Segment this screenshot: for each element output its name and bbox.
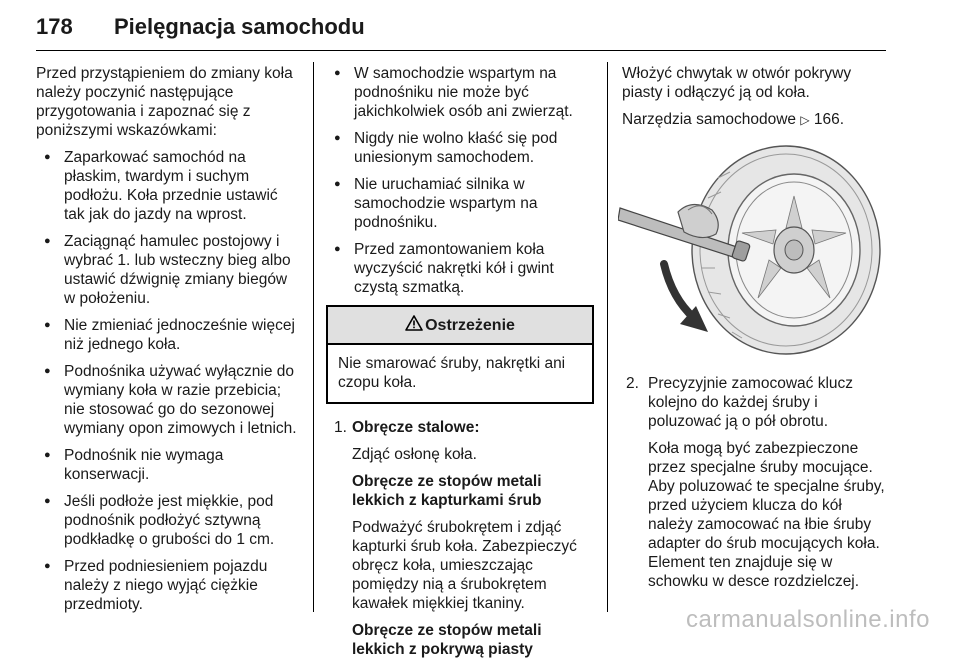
list-item: ● Przed zamontowaniem koła wyczyścić nakrętki kół i gwint czystą szmatką. xyxy=(326,240,596,297)
list-item: ● Nie zmieniać jednocześnie więcej niż jednego koła. xyxy=(36,316,301,354)
intro-paragraph: Przed przystąpieniem do zmiany koła należy poczynić następujące przygotowania i zapoznać się z poniższymi wskazówkami: xyxy=(36,65,293,139)
subheading-alloy-hub: Obręcze ze stopów metali lekkich z pokrywą piasty xyxy=(352,622,542,658)
list-item: ● Zaciągnąć hamulec postojowy i wybrać 1. lub wsteczny bieg albo ustawić dźwignię zmiany biegów w położeniu. xyxy=(36,232,301,308)
list-item: ● Zaparkować samochód na płaskim, twardym i suchym podłożu. Koła przednie ustawić tak jak do jazdy na wprost. xyxy=(36,148,301,224)
column-middle xyxy=(326,64,596,667)
list-item: ● Podnośnik nie wymaga konserwacji. xyxy=(36,446,301,484)
preparation-list xyxy=(36,148,301,614)
step-2 xyxy=(622,374,890,591)
step-number: 2. xyxy=(626,375,639,392)
page-reference-arrow-icon[interactable]: ▷ xyxy=(800,113,810,127)
paragraph-hub: Włożyć chwytak w otwór pokrywy piasty i odłączyć ją od koła. xyxy=(622,65,852,101)
column-right xyxy=(622,64,890,599)
list-item: ● Podnośnika używać wyłącznie do wymiany koła w razie przebicia; nie stosować go do sezonowej wymiany opon zimowych i letnich. xyxy=(36,362,301,438)
step-1 xyxy=(326,418,596,659)
list-item: ● Nie uruchamiać silnika w samochodzie wspartym na podnośniku. xyxy=(326,175,596,232)
warning-triangle-icon xyxy=(405,315,423,336)
list-item: ● Nigdy nie wolno kłaść się pod uniesionym samochodem. xyxy=(326,129,596,167)
warning-box xyxy=(326,305,594,404)
step-number: 1. xyxy=(334,419,347,436)
list-item: ● Przed podniesieniem pojazdu należy z niego wyjąć ciężkie przedmioty. xyxy=(36,557,301,614)
subheading-alloy-caps: Obręcze ze stopów metali lekkich z kapturkami śrub xyxy=(352,473,542,509)
column-divider xyxy=(313,62,314,612)
subheading-steel: Obręcze stalowe: xyxy=(352,419,480,436)
tools-reference-page[interactable]: 166. xyxy=(813,111,845,128)
warning-header xyxy=(328,307,592,345)
page-title: Pielęgnacja samochodu xyxy=(114,14,365,39)
list-item: ● W samochodzie wspartym na podnośniku nie może być jakichkolwiek osób ani zwierząt. xyxy=(326,64,596,121)
tools-reference xyxy=(622,110,890,130)
wheel-wrench-illustration xyxy=(618,138,884,356)
warning-title: Ostrzeżenie xyxy=(425,316,515,334)
column-left xyxy=(36,64,301,622)
paragraph-step-2: Precyzyjnie zamocować klucz kolejno do każdej śruby i poluzować ją o pół obrotu. xyxy=(648,375,854,430)
paragraph-special-bolts: Koła mogą być zabezpieczone przez specjalne śruby mocujące. Aby poluzować te specjalne śruby, przed użyciem klucza do kół należy zamocować na łbie śruby adapter do śrub mocujących koła. Element ten znajduje się w schowku w desce rozdzielczej. xyxy=(648,440,885,590)
page-number: 178 xyxy=(36,14,73,39)
watermark: carmanualsonline.info xyxy=(686,606,930,633)
warning-text: Nie smarować śruby, nakrętki ani czopu koła. xyxy=(338,355,566,391)
safety-list xyxy=(326,64,596,297)
paragraph-steel: Zdjąć osłonę koła. xyxy=(352,446,477,463)
list-item: ● Jeśli podłoże jest miękkie, pod podnośnik podłożyć sztywną podkładkę o grubości do 1 cm. xyxy=(36,492,301,549)
tools-reference-text: Narzędzia samochodowe xyxy=(622,111,797,128)
page-header xyxy=(36,10,886,51)
paragraph-alloy-caps: Podważyć śrubokrętem i zdjąć kapturki śrub koła. Zabezpieczyć obręcz koła, umieszczając pomiędzy nią a śrubokrętem kawałek miękkiej tkaniny. xyxy=(352,519,577,612)
column-divider xyxy=(607,62,608,612)
